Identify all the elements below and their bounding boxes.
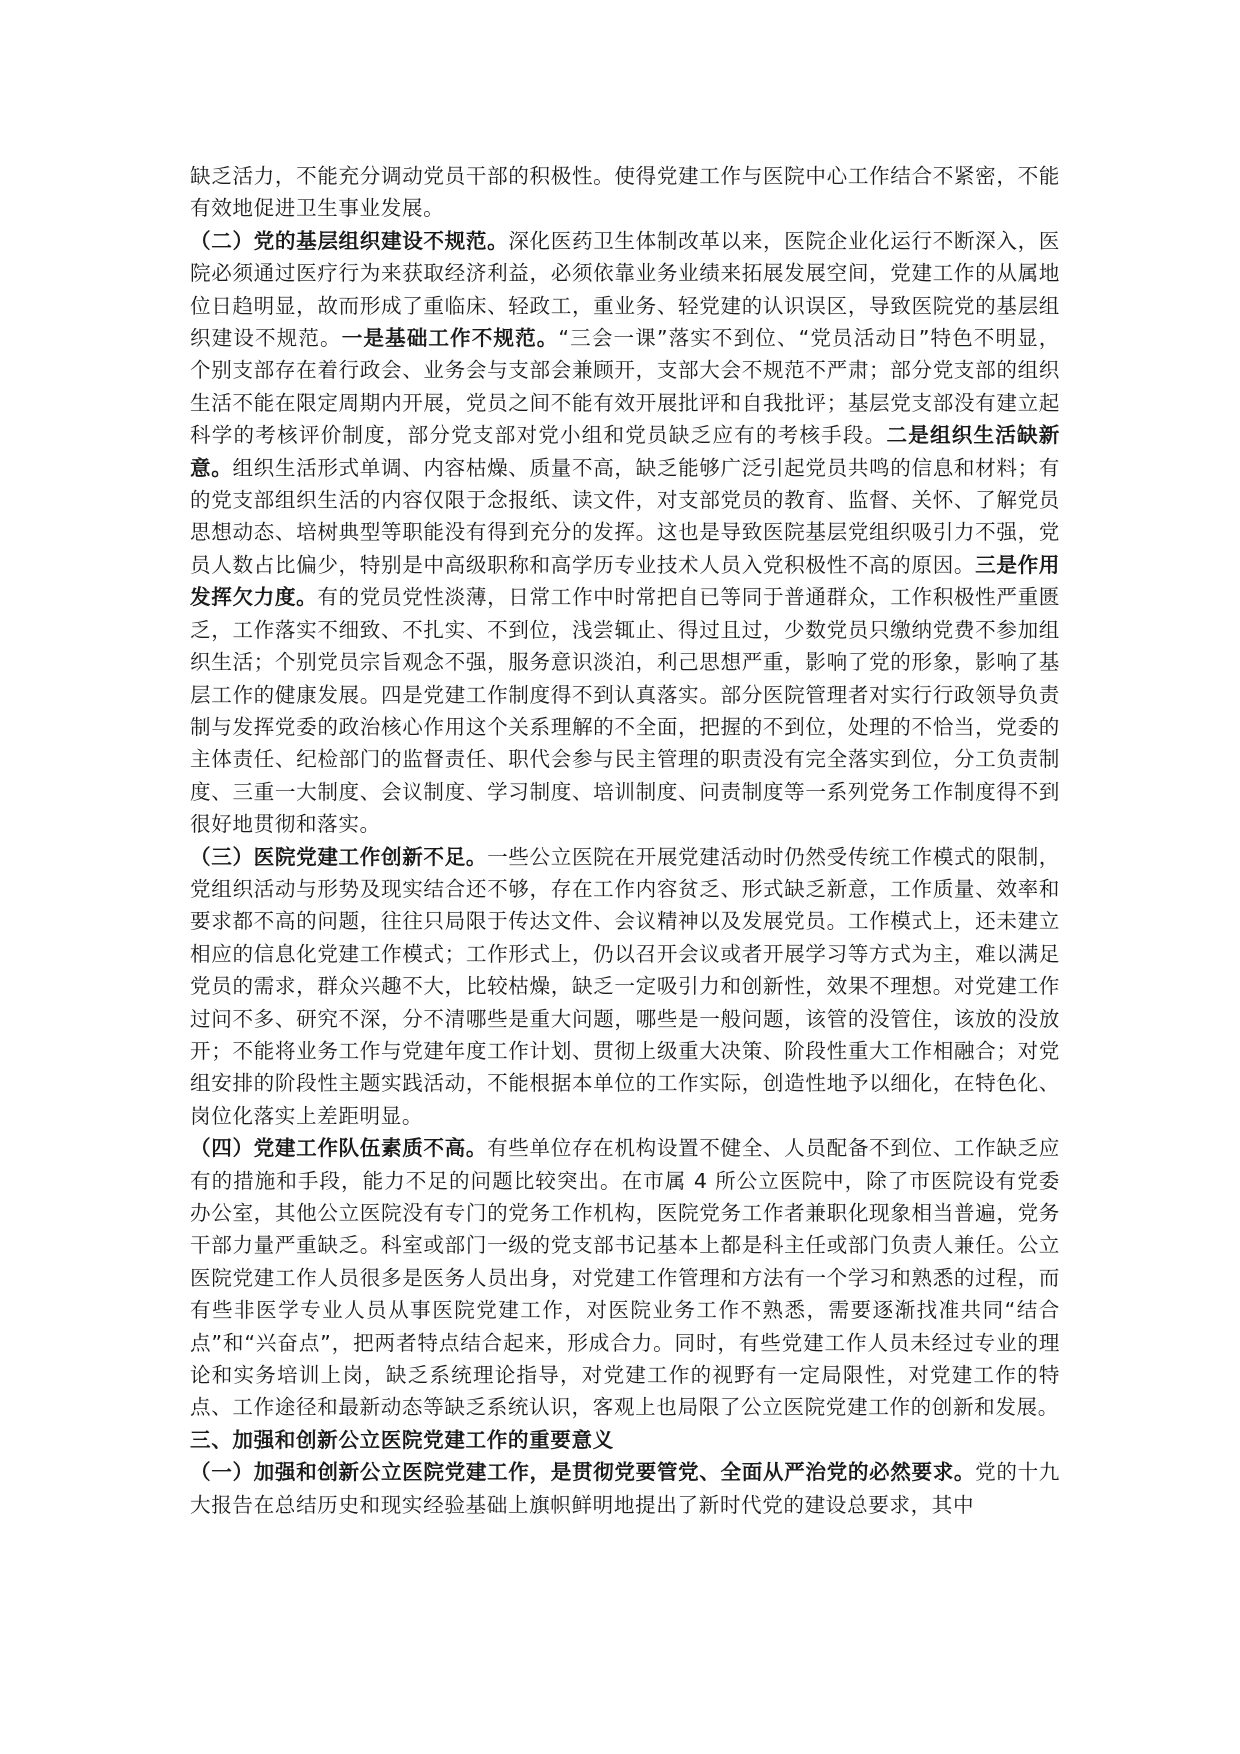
bold-point: 一是基础工作不规范。: [341, 326, 559, 351]
section-heading: （三）医院党建工作创新不足。: [190, 844, 488, 869]
text-segment: 组织生活形式单调、内容枯燥、质量不高，缺乏能够广泛引起党员共鸣的信息和材料；有的党支部组织生活的内容仅限于念报纸、读文件，对支部党员的教育、监督、关怀、了解党员思想动态、培树典型等职能没有得到充分的发挥。这也是导致医院基层党组织吸引力不强，党员人数占比偏少，特别是中高级职称和高学历专业技术人员入党积极性不高的原因。: [190, 455, 1060, 577]
document-page: [190, 160, 1060, 1521]
section-heading: （一）加强和创新公立医院党建工作，是贯彻党要管党、全面从严治党的必然要求。: [190, 1460, 976, 1485]
text-segment: 有的党员党性淡薄，日常工作中时常把自已等同于普通群众，工作积极性严重匮乏，工作落实不细致、不扎实、不到位，浅尝辄止、得过且过，少数党员只缴纳党费不参加组织生活；个别党员宗旨观念不强，服务意识淡泊，利己思想严重，影响了党的形象，影响了基层工作的健康发展。四是党建工作制度得不到认真落实。部分医院管理者对实行行政领导负责制与发挥党委的政治核心作用这个关系理解的不全面，把握的不到位，处理的不恰当，党委的主体责任、纪检部门的监督责任、职代会参与民主管理的职责没有完全落实到位，分工负责制度、三重一大制度、会议制度、学习制度、培训制度、问责制度等一系列党务工作制度得不到很好地贯彻和落实。: [190, 585, 1060, 837]
paragraph-chapter-3-section-1: [190, 1456, 1060, 1521]
text-segment: 一些公立医院在开展党建活动时仍然受传统工作模式的限制，党组织活动与形势及现实结合还不够，存在工作内容贫乏、形式缺乏新意，工作质量、效率和要求都不高的问题，往往只局限于传达文件、会议精神以及发展党员。工作模式上，还未建立相应的信息化党建工作模式；工作形式上，仍以召开会议或者开展学习等方式为主，难以满足党员的需求，群众兴趣不大，比较枯燥，缺乏一定吸引力和创新性，效果不理想。对党建工作过问不多、研究不深，分不清哪些是重大问题，哪些是一般问题，该管的没管住，该放的没放开；不能将业务工作与党建年度工作计划、贯彻上级重大决策、阶段性重大工作相融合；对党组安排的阶段性主题实践活动，不能根据本单位的工作实际，创造性地予以细化，在特色化、岗位化落实上差距明显。: [190, 844, 1060, 1128]
paragraph-section-2: [190, 225, 1060, 841]
chapter-title: 三、加强和创新公立医院党建工作的重要意义: [190, 1427, 614, 1452]
text-segment: 缺乏活力，不能充分调动党员干部的积极性。使得党建工作与医院中心工作结合不紧密，不能有效地促进卫生事业发展。: [190, 164, 1060, 221]
text-segment: 党的十九大报告在总结历史和现实经验基础上旗帜鲜明地提出了新时代党的建设总要求，其中: [190, 1460, 1060, 1517]
text-segment: 有些单位存在机构设置不健全、人员配备不到位、工作缺乏应有的措施和手段，能力不足的问题比较突出。在市属 4 所公立医院中，除了市医院设有党委办公室，其他公立医院没有专门的党务工作机构，医院党务工作者兼职化现象相当普遍，党务干部力量严重缺乏。科室或部门一级的党支部书记基本上都是科主任或部门负责人兼任。公立医院党建工作人员很多是医务人员出身，对党建工作管理和方法有一个学习和熟悉的过程，而有些非医学专业人员从事医院党建工作，对医院业务工作不熟悉，需要逐渐找准共同“结合点”和“兴奋点”，把两者特点结合起来，形成合力。同时，有些党建工作人员未经过专业的理论和实务培训上岗，缺乏系统理论指导，对党建工作的视野有一定局限性，对党建工作的特点、工作途径和最新动态等缺乏系统认识，客观上也局限了公立医院党建工作的创新和发展。: [190, 1136, 1060, 1420]
section-heading: （四）党建工作队伍素质不高。: [190, 1136, 488, 1161]
section-heading: （二）党的基层组织建设不规范。: [190, 228, 509, 253]
paragraph-section-3: [190, 841, 1060, 1133]
chapter-heading: [190, 1424, 1060, 1456]
bold-point: 二是组织生活缺新意。: [190, 423, 1060, 480]
paragraph-section-4: [190, 1132, 1060, 1424]
text-segment: 深化医药卫生体制改革以来，医院企业化运行不断深入，医院必须通过医疗行为来获取经济利益，必须依靠业务业绩来拓展发展空间，党建工作的从属地位日趋明显，故而形成了重临床、轻政工，重业务、轻党建的认识误区，导致医院党的基层组织建设不规范。: [190, 228, 1061, 351]
bold-point: 三是作用发挥欠力度。: [190, 552, 1060, 610]
text-segment: “三会一课”落实不到位、“党员活动日”特色不明显，个别支部存在着行政会、业务会与支部会兼顾开，支部大会不规范不严肃；部分党支部的组织生活不能在限定周期内开展，党员之间不能有效开展批评和自我批评；基层党支部没有建立起科学的考核评价制度，部分党支部对党小组和党员缺乏应有的考核手段。: [190, 326, 1061, 448]
paragraph-intro: [190, 160, 1060, 225]
